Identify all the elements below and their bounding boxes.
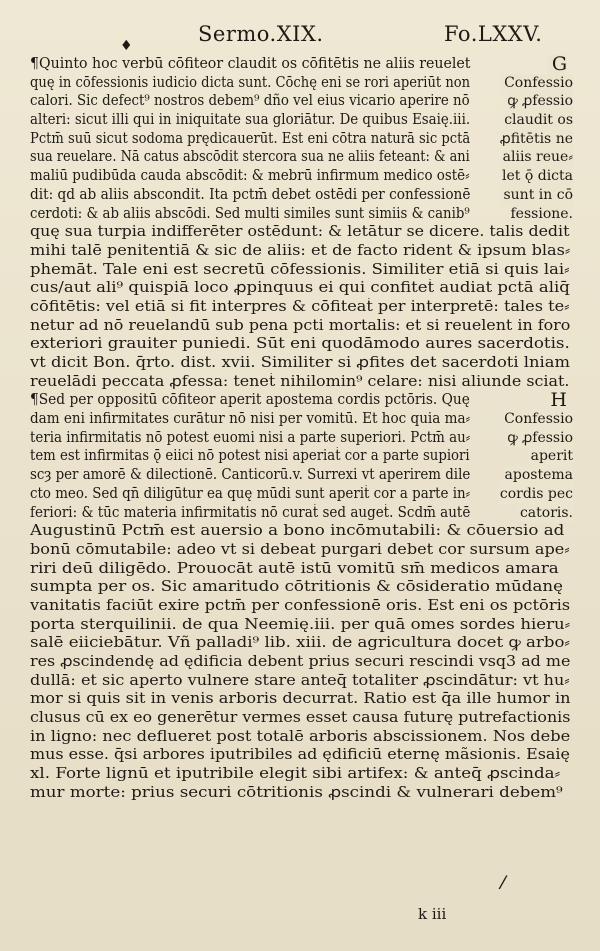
line-text: mus esse. q̄si arbores iputribiles ad ędificiū eternę mãsionis. Esaię bbox=[30, 747, 570, 764]
marginal-note: ꝓfitētis ne bbox=[494, 130, 573, 149]
line-text: cto meo. Sed qn̄ diligūtur ea quę mūdi sunt aperiṫ cor a parte in⸗ bbox=[30, 485, 471, 502]
text-line bbox=[30, 541, 575, 560]
running-header bbox=[0, 22, 600, 52]
marginal-note: ꝙ ꝓfessio bbox=[501, 92, 573, 111]
text-line bbox=[30, 391, 575, 410]
text-line bbox=[30, 373, 575, 392]
text-line bbox=[30, 167, 575, 186]
line-text: vt dicit Bon. q̄rto. dist. xvii. Similiter si ꝓfites det sacerdoti lniam bbox=[30, 355, 571, 371]
line-text: salē eiiciebātur. Vñ palladi⁹ lib. xiii. de agricultura docet ꝙ arbo⸗ bbox=[30, 635, 570, 652]
line-text: bonū cōmutabile: adeo vt si debeat purgari debet cor sursum ape⸗ bbox=[30, 541, 570, 558]
text-line bbox=[30, 74, 575, 93]
line-text: sumpta per os. Sic amaritudo cōtritionis & cōsideratio mūdanę bbox=[30, 579, 564, 596]
header-ornament: ♦ bbox=[120, 38, 133, 54]
text-line bbox=[30, 111, 575, 130]
line-text: netur ad nō reuelandū sub pena pcti mortalis: et si reuelent in foro bbox=[30, 317, 571, 334]
marginal-note: ꝙ ꝓfessio bbox=[501, 429, 573, 448]
text-line bbox=[30, 672, 575, 691]
signature-mark: k iii bbox=[418, 905, 447, 923]
line-text: dit: qd ab aliis abscondit. Ita pctm̄ debet ostēdi per confessionē bbox=[30, 186, 471, 203]
line-text: mur morte: prius securi cōtritionis ꝓscindi & vulnerari debem⁹ bbox=[30, 784, 563, 801]
line-text: Augustinū Pctm̄ est auersio a bono incōmutabili: & cōuersio ad bbox=[30, 523, 565, 540]
text-line bbox=[30, 728, 575, 747]
line-text: calori. Sic defect⁹ nostros debem⁹ dño vel eius vicario aperire nō bbox=[30, 93, 470, 110]
marginal-note: claudit os bbox=[498, 111, 573, 130]
text-line bbox=[30, 466, 575, 485]
line-text: phemāt. Tale eni est secretū cōfessionis. Similiter etiā si quis lai⸗ bbox=[30, 261, 570, 278]
marginal-note: apostema bbox=[499, 466, 573, 485]
line-text: teria infirmitatis nō potest euomi nisi a parte superiori. Pctm̄ au⸗ bbox=[30, 429, 471, 446]
text-line bbox=[30, 410, 575, 429]
marginal-note: aliis reue⸗ bbox=[497, 148, 573, 167]
line-text: res ꝓscindendę ad ędificia debent prius securi rescindi vsq3 ad me bbox=[30, 654, 571, 670]
text-line bbox=[30, 130, 575, 149]
sermon-number: Sermo.XIX. bbox=[198, 22, 324, 46]
text-line bbox=[30, 560, 575, 579]
marginal-note: Confessio bbox=[498, 74, 573, 93]
text-line bbox=[30, 765, 575, 784]
section-letter: G bbox=[546, 55, 567, 74]
text-line bbox=[30, 485, 575, 504]
line-text: maliū pudibūda cauda abscōdit: & mebrū infirmum medico ostē⸗ bbox=[30, 168, 470, 185]
marginal-note: sunt in cō bbox=[497, 186, 573, 205]
text-line bbox=[30, 653, 575, 672]
line-text: mihi talē penitentiā & sic de aliis: et de facto rident & ipsum blas⸗ bbox=[30, 242, 571, 259]
text-line bbox=[30, 690, 575, 709]
line-text: mor si quis sit in venis arboris decurrat. Ratio est q̄a ille humor in bbox=[30, 691, 571, 708]
marginal-note: let ǭ dicta bbox=[496, 167, 573, 186]
text-line bbox=[30, 522, 575, 541]
line-text: reuelādi peccata ꝓfessa: teneṫ nihilomin⁹ celare: nisi aliunde sciat. bbox=[30, 373, 570, 390]
line-text: in ligno: nec deflueret post totalē arboris abscissionem. Nos debe bbox=[30, 728, 571, 745]
text-line bbox=[30, 298, 575, 317]
text-line bbox=[30, 784, 575, 803]
line-text: quę sua turpia indifferēter ostēdunt: & letātur se dicere. talis dedit bbox=[30, 224, 570, 241]
marginal-note: Confessio bbox=[498, 410, 573, 429]
text-line bbox=[30, 634, 575, 653]
line-text: vanitatis faciūt exire pctm̄ per confessionē oris. Est eni os pctōris bbox=[30, 597, 571, 614]
line-text: dam eni infirmitates curātur nō nisi per vomitū. Et hoc quia ma⸗ bbox=[30, 411, 471, 428]
line-text: cōfitētis: vel etiā si fit interpres & cōfiteaṫ per interpretē: tales te⸗ bbox=[30, 298, 570, 315]
line-text: riri deū diligēdo. Prouocāt autē istū vomitū sm̄ medicos amara bbox=[30, 560, 559, 577]
section-letter: H bbox=[544, 391, 567, 410]
line-text: Pctm̄ suū sicut sodoma prędicauerūt. Est eni cōtra naturā sic pctā bbox=[30, 130, 471, 147]
text-line bbox=[30, 148, 575, 167]
text-line bbox=[30, 709, 575, 728]
text-line bbox=[30, 279, 575, 298]
text-line bbox=[30, 597, 575, 616]
marginal-note: fessione. bbox=[505, 205, 574, 224]
marginal-note: catoris. bbox=[514, 504, 573, 523]
marginal-note: cordis pec bbox=[494, 485, 573, 504]
marginal-mark: / bbox=[497, 871, 509, 894]
text-line bbox=[30, 317, 575, 336]
line-text: porta sterquilinii. de qua Neemię.iii. per quā omes sordes hieru⸗ bbox=[30, 616, 571, 633]
line-text: xl. Forte lignū et iputribile elegit sibi artifex: & anteq̄ ꝓscinda⸗ bbox=[30, 766, 561, 783]
line-text: tem est infirmitas ǭ eiici nō potest nisi aperiaṫ cor a parte supiori bbox=[30, 448, 470, 465]
text-line bbox=[30, 429, 575, 448]
text-line bbox=[30, 504, 575, 523]
line-text: quę in cōfessionis iudicio dicta sunt. Cōchę eni se rori aperiūt non bbox=[30, 74, 471, 91]
line-text: dullā: et sic aperto vulnere stare anteq̄ totaliter ꝓscindātur: vt hu⸗ bbox=[30, 672, 570, 689]
text-block bbox=[30, 55, 575, 803]
text-line bbox=[30, 223, 575, 242]
text-line bbox=[30, 261, 575, 280]
text-line bbox=[30, 55, 575, 74]
text-line bbox=[30, 354, 575, 373]
line-text: ¶Quinto hoc verbū cōfiteor claudit os cōfitētis ne aliis reuelet bbox=[30, 56, 471, 72]
line-text: cerdoti: & ab aliis abscōdi. Sed multi similes sunt simiis & canib⁹ bbox=[30, 205, 470, 222]
text-line bbox=[30, 578, 575, 597]
line-text: ¶Sed per oppositū cōfiteor aperit apostema cordis pctōris. Quę bbox=[30, 392, 470, 409]
text-line bbox=[30, 447, 575, 466]
line-text: feriori: & tūc materia infirmitatis nō curaṫ sed augeṫ. Scdm̄ autē bbox=[30, 504, 471, 521]
line-text: exteriori grauiter puniedi. Sūt eni quodāmodo aures sacerdotis. bbox=[30, 336, 570, 353]
text-line bbox=[30, 92, 575, 111]
text-line bbox=[30, 746, 575, 765]
line-text: cus/aut ali⁹ quispiā loco ꝓpinquus ei qui confiteṫ audiat pctā aliq̄ bbox=[30, 280, 570, 297]
text-line bbox=[30, 616, 575, 635]
line-text: scȝ per amorē & dilectionē. Canticorū.v. Surrexi vt aperirem dile bbox=[30, 467, 471, 484]
marginal-note: aperit bbox=[525, 447, 573, 466]
text-line bbox=[30, 242, 575, 261]
text-line bbox=[30, 335, 575, 354]
text-line bbox=[30, 205, 575, 224]
line-text: sua reuelare. Nā catus abscōdit stercora sua ne aliis feteant: & ani bbox=[30, 149, 470, 166]
folio-number: Fo.LXXV. bbox=[444, 22, 543, 46]
line-text: alteri: sicut illi qui in iniquitate sua gloriātur. De quibus Esaię.iii. bbox=[30, 112, 471, 129]
text-line bbox=[30, 186, 575, 205]
line-text: clusus cū ex eo generētur vermes esset causa futurę putrefactionis bbox=[30, 710, 571, 727]
